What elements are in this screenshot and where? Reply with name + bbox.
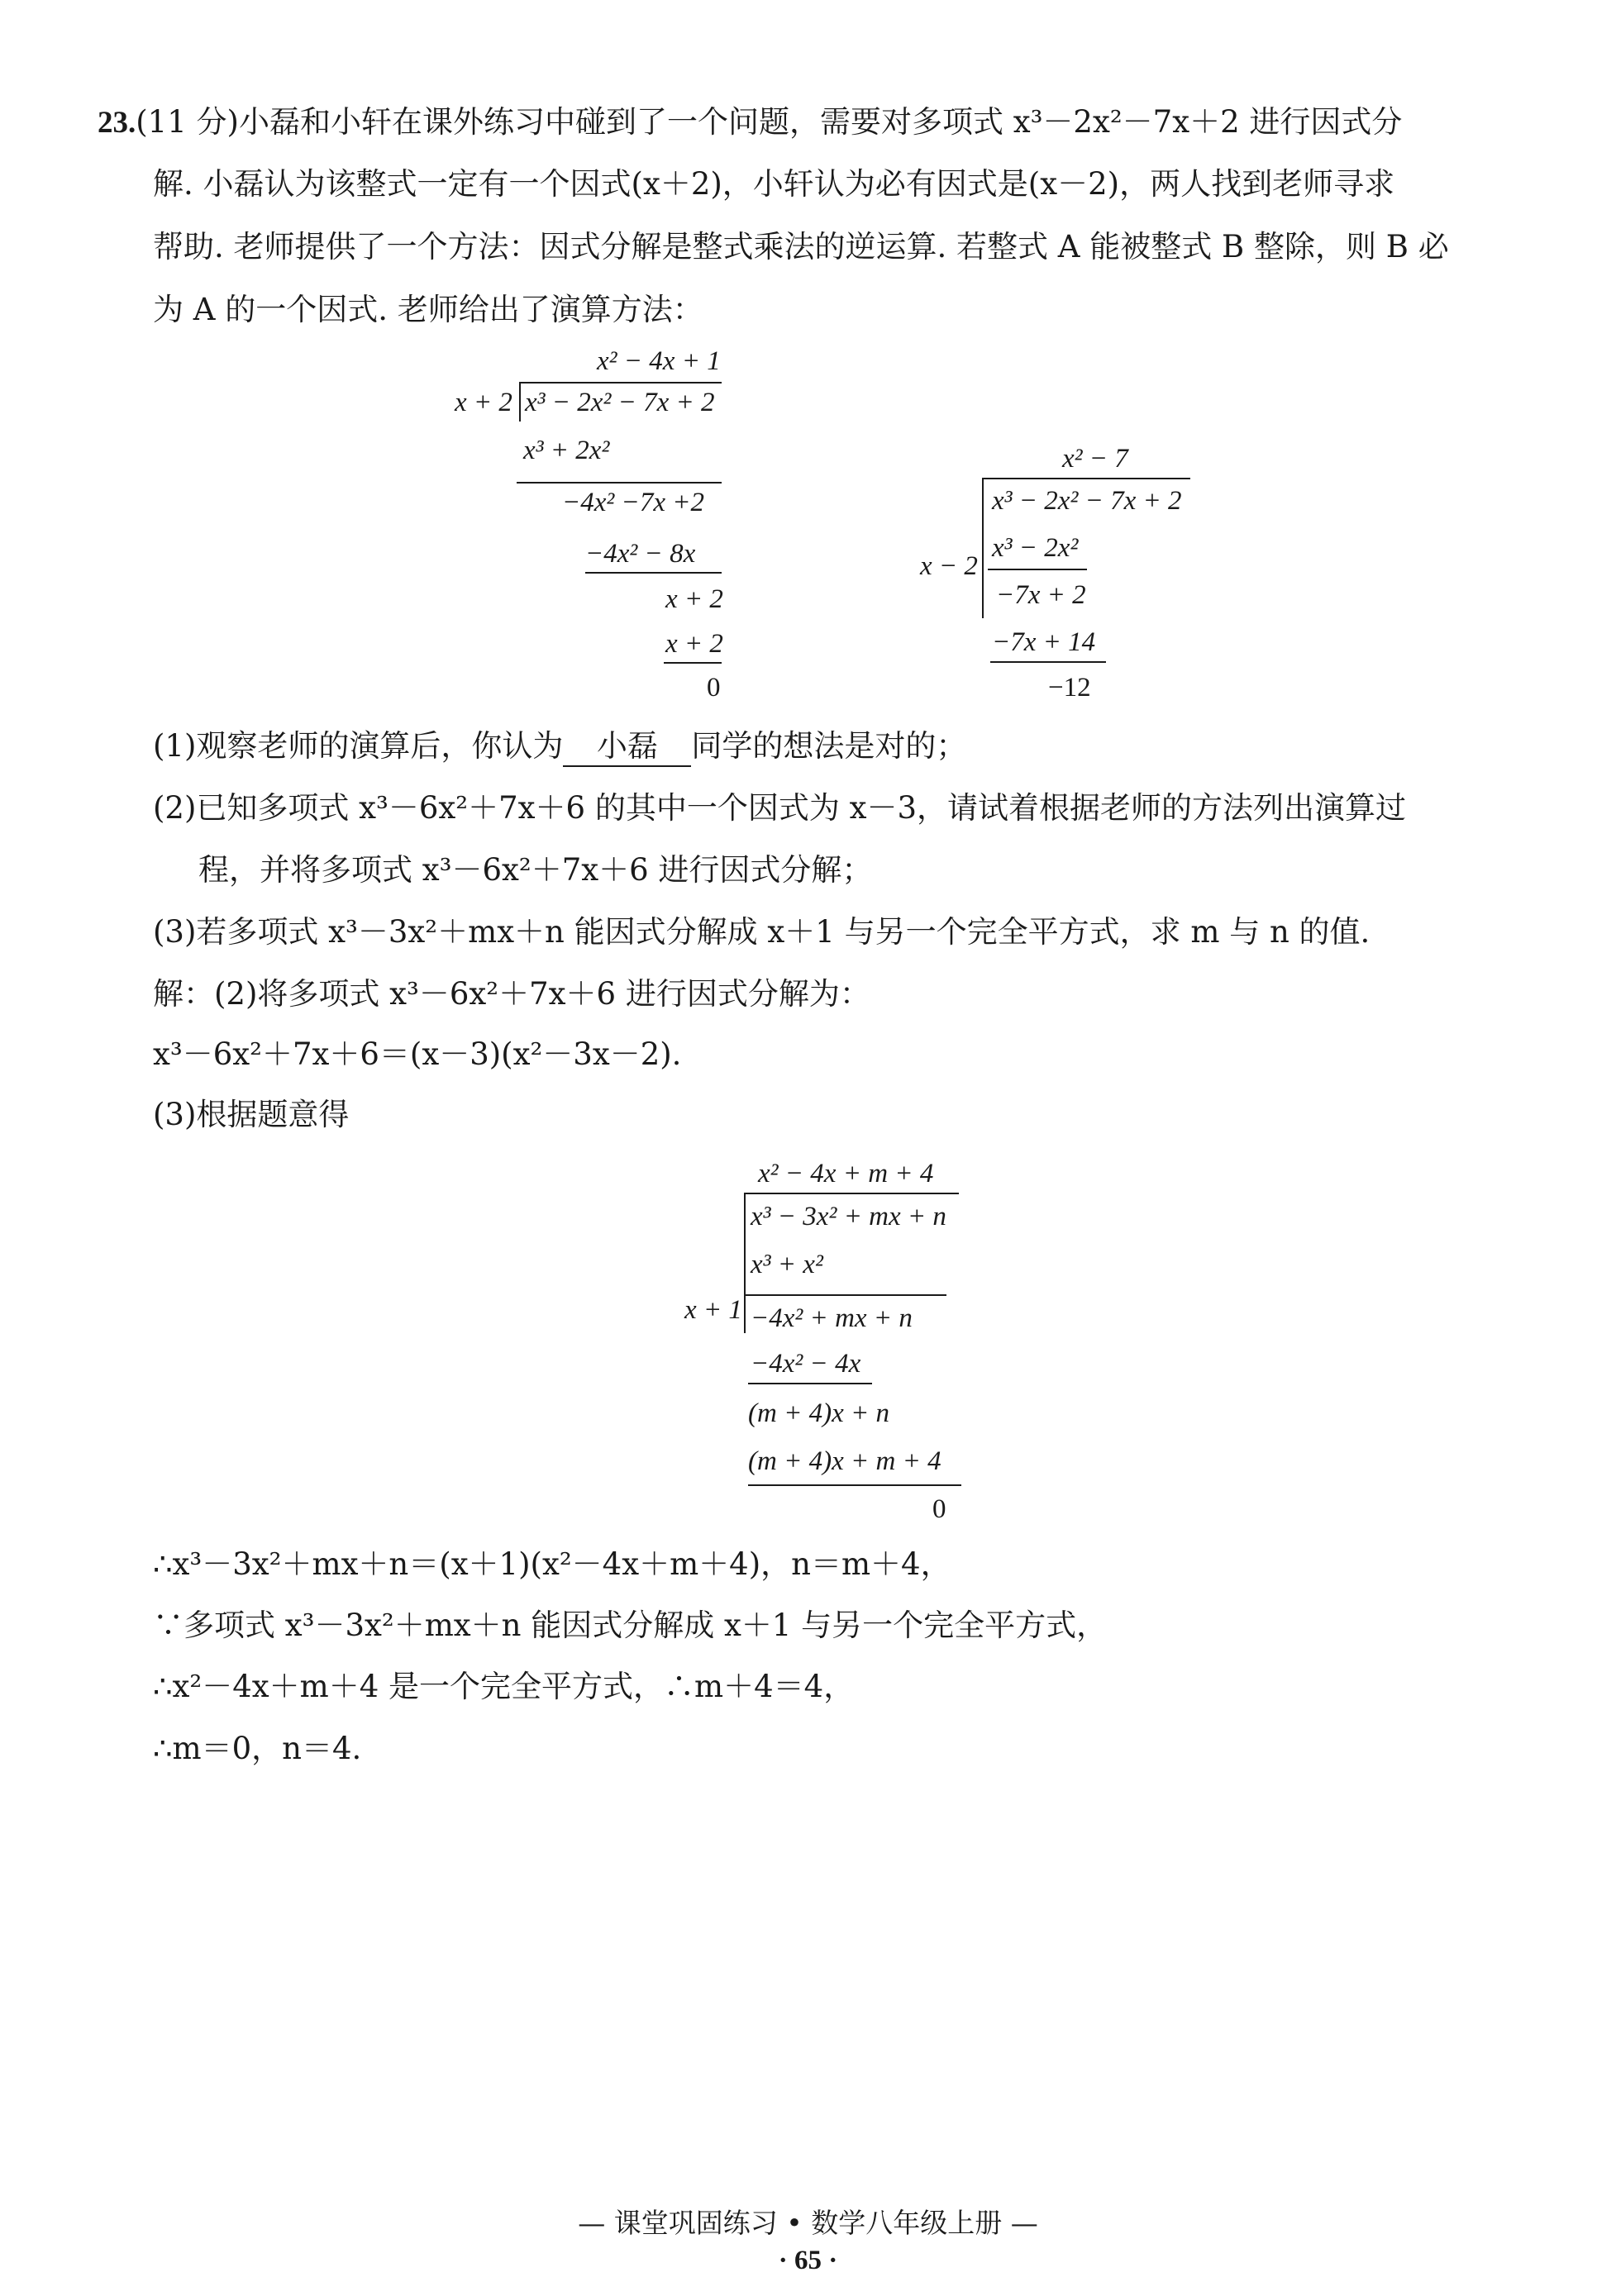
div3-rule-2 [748, 1383, 872, 1384]
div3-remainder-1: −4x² + mx + n [751, 1303, 913, 1333]
div3-bracket-top [744, 1193, 959, 1194]
div2-rule-2 [990, 661, 1106, 663]
problem-line-4: 为 A 的一个因式. 老师给出了演算方法： [153, 292, 703, 327]
div3-dividend: x³ − 3x² + mx + n [751, 1202, 946, 1231]
div3-step-3: (m + 4)x + m + 4 [748, 1446, 941, 1476]
solution-line-2: x³－6x²＋7x＋6＝(x－3)(x²－3x－2). [153, 1036, 682, 1072]
solution-line-5: ∵多项式 x³－3x²＋mx＋n 能因式分解成 x＋1 与另一个完全平方式， [153, 1608, 1108, 1643]
div2-divisor: x − 2 [920, 551, 978, 581]
div1-divisor: x + 2 [455, 388, 512, 417]
div3-rule-1 [744, 1294, 946, 1296]
div1-remainder-3: 0 [707, 673, 721, 703]
solution-line-7: ∴m＝0，n＝4. [153, 1731, 362, 1766]
div2-remainder-2: −12 [1048, 673, 1091, 703]
q1-answer-blank: 小磊 [563, 727, 691, 767]
question-2-line-2: 程，并将多项式 x³－6x²＋7x＋6 进行因式分解； [198, 852, 873, 888]
div3-quotient: x² − 4x + m + 4 [758, 1159, 934, 1188]
solution-line-6: ∴x²－4x＋m＋4 是一个完全平方式，∴m＋4＝4， [153, 1669, 855, 1704]
q1-prefix: (1)观察老师的演算后，你认为 [153, 728, 564, 764]
div1-bracket-top [519, 382, 722, 383]
div3-remainder-3: 0 [932, 1494, 946, 1524]
div1-step-3: x + 2 [665, 629, 723, 659]
question-1 [153, 727, 966, 767]
div1-bracket-side [519, 382, 521, 422]
solution-line-3: (3)根据题意得 [153, 1097, 350, 1132]
div1-quotient: x² − 4x + 1 [597, 346, 721, 376]
footer-title: — 课堂巩固练习 • 数学八年级上册 — [578, 2207, 1038, 2239]
div2-remainder-1: −7x + 2 [996, 580, 1086, 610]
div3-step-2: −4x² − 4x [751, 1349, 861, 1379]
div3-bracket-side [744, 1193, 746, 1333]
problem-text-1: (11 分)小磊和小轩在课外练习中碰到了一个问题，需要对多项式 x³－2x²－7x＋2 进行因式分 [136, 104, 1403, 140]
problem-number: 23. [98, 106, 136, 140]
div1-step-2: −4x² − 8x [585, 539, 696, 569]
problem-line-1 [98, 103, 1402, 142]
div2-step-2: −7x + 14 [992, 627, 1096, 657]
div2-dividend: x³ − 2x² − 7x + 2 [992, 486, 1182, 516]
problem-line-2: 解. 小磊认为该整式一定有一个因式(x＋2)，小轩认为必有因式是(x－2)，两人找到老师寻求 [153, 166, 1395, 202]
page-number: · 65 · [778, 2246, 838, 2275]
div1-rule-1 [517, 482, 722, 483]
div3-step-1: x³ + x² [751, 1250, 823, 1279]
div1-rule-3 [664, 662, 722, 664]
div2-rule-1 [988, 569, 1087, 570]
problem-line-3: 帮助. 老师提供了一个方法：因式分解是整式乘法的逆运算. 若整式 A 能被整式 B 整除，则 B 必 [153, 229, 1449, 264]
div1-step-1: x³ + 2x² [523, 436, 610, 465]
div1-remainder-2: x + 2 [665, 584, 723, 614]
question-3: (3)若多项式 x³－3x²＋mx＋n 能因式分解成 x＋1 与另一个完全平方式，求 m 与 n 的值. [153, 914, 1371, 950]
div2-bracket-top [982, 478, 1190, 479]
div1-remainder-1: −4x² −7x +2 [562, 488, 704, 517]
div2-quotient: x² − 7 [1062, 444, 1128, 474]
div3-rule-3 [748, 1484, 961, 1486]
q1-suffix: 同学的想法是对的； [691, 728, 967, 764]
question-2-line-1: (2)已知多项式 x³－6x²＋7x＋6 的其中一个因式为 x－3，请试着根据老师的方法列出演算过 [153, 790, 1406, 826]
div1-rule-2 [585, 572, 722, 574]
div3-divisor: x + 1 [684, 1295, 742, 1325]
div3-remainder-2: (m + 4)x + n [748, 1398, 889, 1428]
div1-dividend: x³ − 2x² − 7x + 2 [525, 388, 715, 417]
div2-step-1: x³ − 2x² [992, 533, 1079, 563]
solution-line-1: 解：(2)将多项式 x³－6x²＋7x＋6 进行因式分解为： [153, 976, 870, 1012]
div2-bracket-side [982, 478, 984, 618]
solution-line-4: ∴x³－3x²＋mx＋n＝(x＋1)(x²－4x＋m＋4)，n＝m＋4， [153, 1546, 951, 1582]
